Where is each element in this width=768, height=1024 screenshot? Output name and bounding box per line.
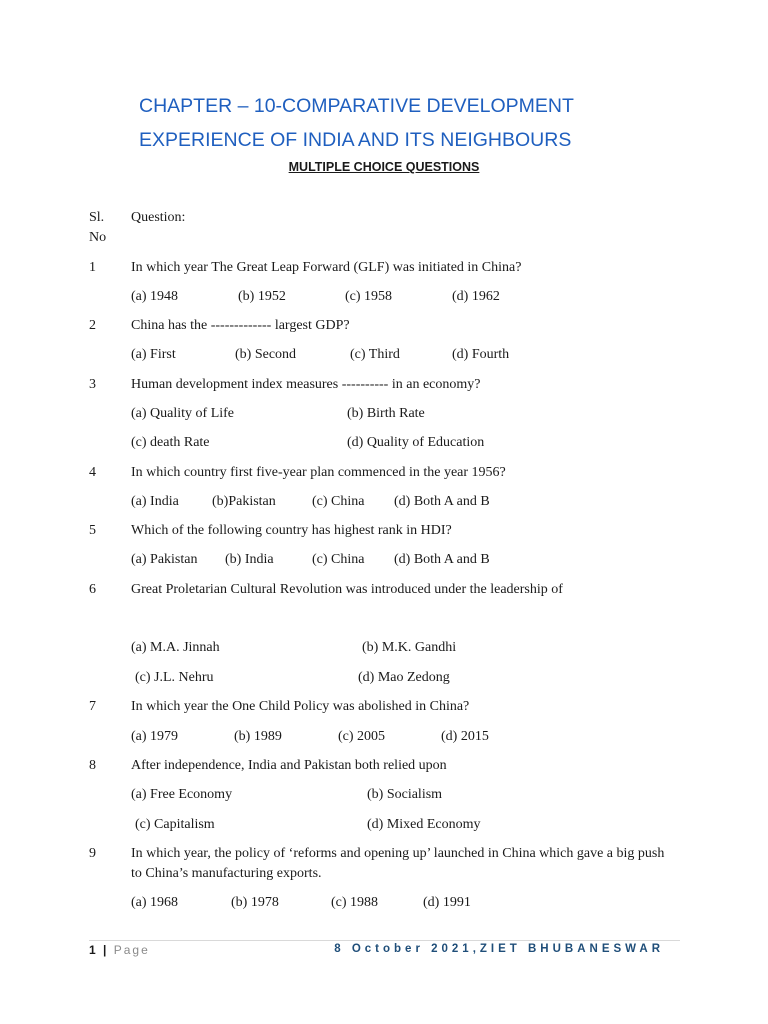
question-text: In which country first five-year plan commenced in the year 1956? (131, 465, 506, 480)
question-number: 7 (89, 699, 96, 714)
option-d: (d) Both A and B (394, 552, 490, 567)
question-number: 4 (89, 465, 96, 480)
question-number: 5 (89, 523, 96, 538)
option-b: (b) 1952 (238, 289, 286, 304)
question-text: Human development index measures ---------- in an economy? (131, 377, 481, 392)
question-number: 8 (89, 758, 96, 773)
chapter-title: CHAPTER – 10-COMPARATIVE DEVELOPMENT (139, 95, 574, 117)
option-b: (b) Birth Rate (347, 406, 425, 421)
option-d: (d) Quality of Education (347, 435, 485, 450)
option-c: (c) death Rate (131, 435, 210, 450)
option-c: (c) 1988 (331, 895, 379, 910)
question-text: Which of the following country has highest rank in HDI? (131, 523, 452, 538)
option-c: (c) 1958 (345, 289, 393, 304)
option-c: (c) J.L. Nehru (135, 670, 214, 685)
option-a: (a) 1979 (131, 729, 179, 744)
option-d: (d) 1991 (423, 895, 471, 910)
option-b: (b)Pakistan (212, 494, 276, 509)
option-c: (c) China (312, 552, 365, 567)
question-text: In which year The Great Leap Forward (GLF) was initiated in China? (131, 260, 522, 275)
option-a: (a) Free Economy (131, 787, 233, 802)
option-a: (a) 1968 (131, 895, 179, 910)
page-number-value: 1 (89, 943, 98, 957)
option-a: (a) 1948 (131, 289, 179, 304)
question-number: 2 (89, 318, 96, 333)
option-c: (c) 2005 (338, 729, 386, 744)
option-c: (c) China (312, 494, 365, 509)
option-b: (b) M.K. Gandhi (362, 640, 457, 655)
option-a: (a) India (131, 494, 179, 509)
option-b: (b) India (225, 552, 274, 567)
question-text: Great Proletarian Cultural Revolution was introduced under the leadership of (131, 582, 563, 597)
option-b: (b) 1978 (231, 895, 279, 910)
option-b: (b) 1989 (234, 729, 282, 744)
question-text: In which year, the policy of ‘reforms and opening up’ launched in China which gave a big push (131, 846, 665, 861)
question-header: Question: (131, 210, 186, 225)
option-b: (b) Second (235, 347, 297, 362)
option-c: (c) Third (350, 347, 400, 362)
option-a: (a) First (131, 347, 176, 362)
option-d: (d) Mixed Economy (367, 817, 481, 832)
chapter-title-line2: EXPERIENCE OF INDIA AND ITS NEIGHBOURS (139, 129, 572, 151)
question-text: China has the ------------- largest GDP? (131, 318, 350, 333)
page-label: Page (113, 943, 150, 957)
option-d: (d) Mao Zedong (358, 670, 450, 685)
option-a: (a) Quality of Life (131, 406, 235, 421)
option-b: (b) Socialism (367, 787, 443, 802)
question-text-continued: to China’s manufacturing exports. (131, 866, 322, 881)
footer-divider (89, 940, 680, 941)
option-c: (c) Capitalism (135, 817, 215, 832)
section-subtitle: MULTIPLE CHOICE QUESTIONS (288, 160, 480, 174)
question-number: 1 (89, 260, 96, 275)
page-separator: | (103, 943, 109, 957)
question-text: After independence, India and Pakistan both relied upon (131, 758, 447, 773)
option-d: (d) 2015 (441, 729, 489, 744)
page-number (89, 943, 150, 957)
sl-header: Sl. (89, 210, 105, 225)
question-number: 3 (89, 377, 96, 392)
option-a: (a) M.A. Jinnah (131, 640, 220, 655)
option-d: (d) Fourth (452, 347, 510, 362)
question-number: 9 (89, 846, 96, 861)
footer-date-location: 8 October 2021,ZIET BHUBANESWAR (334, 943, 664, 955)
option-a: (a) Pakistan (131, 552, 198, 567)
option-d: (d) Both A and B (394, 494, 490, 509)
question-text: In which year the One Child Policy was abolished in China? (131, 699, 470, 714)
question-number: 6 (89, 582, 96, 597)
option-d: (d) 1962 (452, 289, 500, 304)
no-header: No (89, 230, 107, 245)
